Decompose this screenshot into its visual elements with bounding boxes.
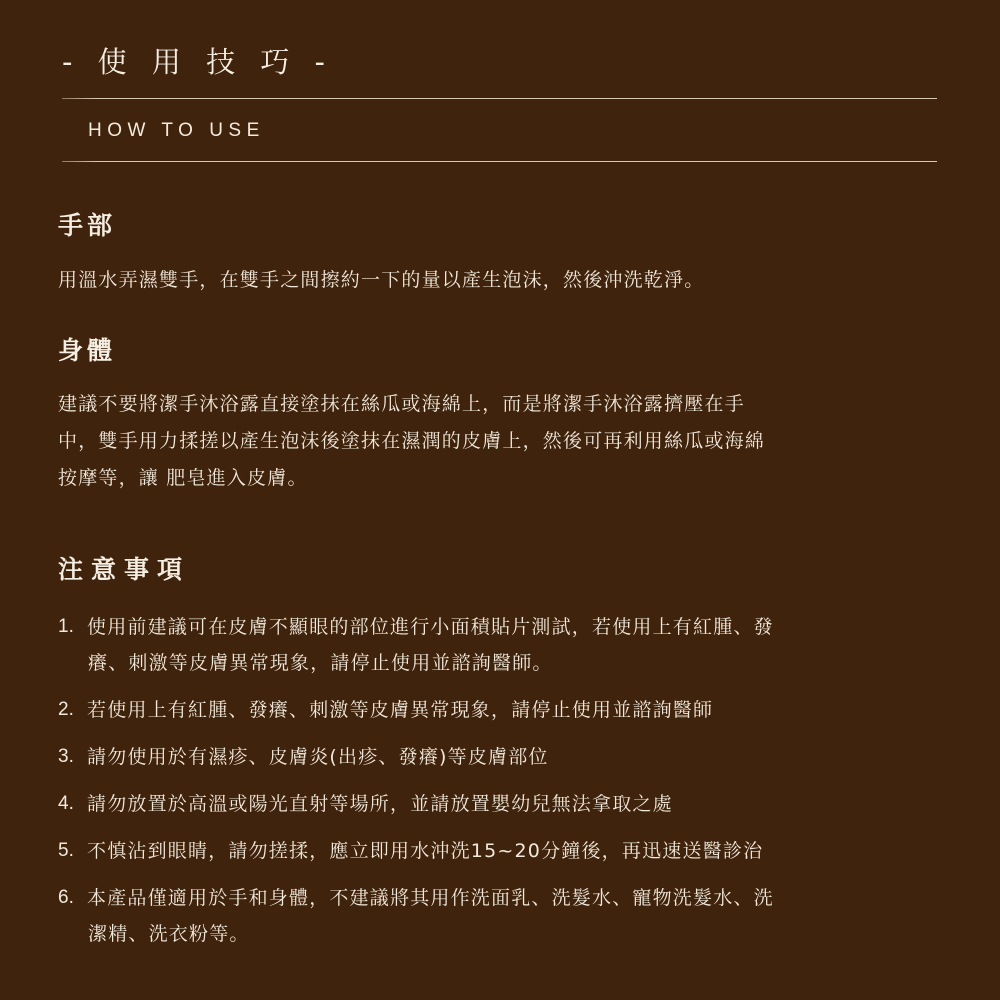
section-heading-hand: 手部 <box>58 211 117 240</box>
section-text-body <box>58 386 938 497</box>
section-heading-body: 身體 <box>58 336 117 365</box>
page-title: - 使 用 技 巧 - <box>62 45 334 79</box>
divider-bottom <box>62 161 937 162</box>
item-number: 4. <box>58 793 74 814</box>
page-subtitle: HOW TO USE <box>88 120 265 141</box>
item-text-line: 潔精、洗衣粉等。 <box>88 923 250 945</box>
text-line: 中，雙手用力揉搓以產生泡沫後塗抹在濕潤的皮膚上，然後可再利用絲瓜或海綿 <box>58 430 766 452</box>
caution-item-1 <box>58 609 938 681</box>
section-text-hand: 用溫水弄濕雙手，在雙手之間擦約一下的量以產生泡沫，然後沖洗乾淨。 <box>58 269 705 291</box>
item-number: 2. <box>58 699 74 720</box>
text-line: 按摩等，讓 肥皂進入皮膚。 <box>58 467 308 489</box>
item-text-line: 若使用上有紅腫、發癢、刺激等皮膚異常現象，請停止使用並諮詢醫師 <box>87 699 714 721</box>
caution-item-2 <box>58 692 938 728</box>
item-text-line: 使用前建議可在皮膚不顯眼的部位進行小面積貼片測試，若使用上有紅腫、發 <box>87 616 774 638</box>
item-number: 6. <box>58 887 74 908</box>
caution-item-4 <box>58 786 938 822</box>
item-number: 5. <box>58 840 74 861</box>
item-number: 3. <box>58 746 74 767</box>
caution-item-6 <box>58 880 938 952</box>
item-text-line: 請勿使用於有濕疹、皮膚炎(出疹、發癢)等皮膚部位 <box>87 746 549 768</box>
caution-item-3 <box>58 739 938 775</box>
caution-list <box>58 609 938 963</box>
item-number: 1. <box>58 616 74 637</box>
divider-top <box>62 98 937 99</box>
section-heading-caution: 注意事項 <box>58 555 191 584</box>
text-line: 建議不要將潔手沐浴露直接塗抹在絲瓜或海綿上，而是將潔手沐浴露擠壓在手 <box>58 393 745 415</box>
item-text-line: 不慎沾到眼睛，請勿搓揉，應立即用水沖洗15~20分鐘後，再迅速送醫診治 <box>87 840 764 862</box>
item-text-line: 請勿放置於高溫或陽光直射等場所，並請放置嬰幼兒無法拿取之處 <box>87 793 673 815</box>
caution-item-5 <box>58 833 938 869</box>
item-text-line: 癢、刺激等皮膚異常現象，請停止使用並諮詢醫師。 <box>88 652 553 674</box>
item-text-line: 本產品僅適用於手和身體，不建議將其用作洗面乳、洗髮水、寵物洗髮水、洗 <box>87 887 774 909</box>
